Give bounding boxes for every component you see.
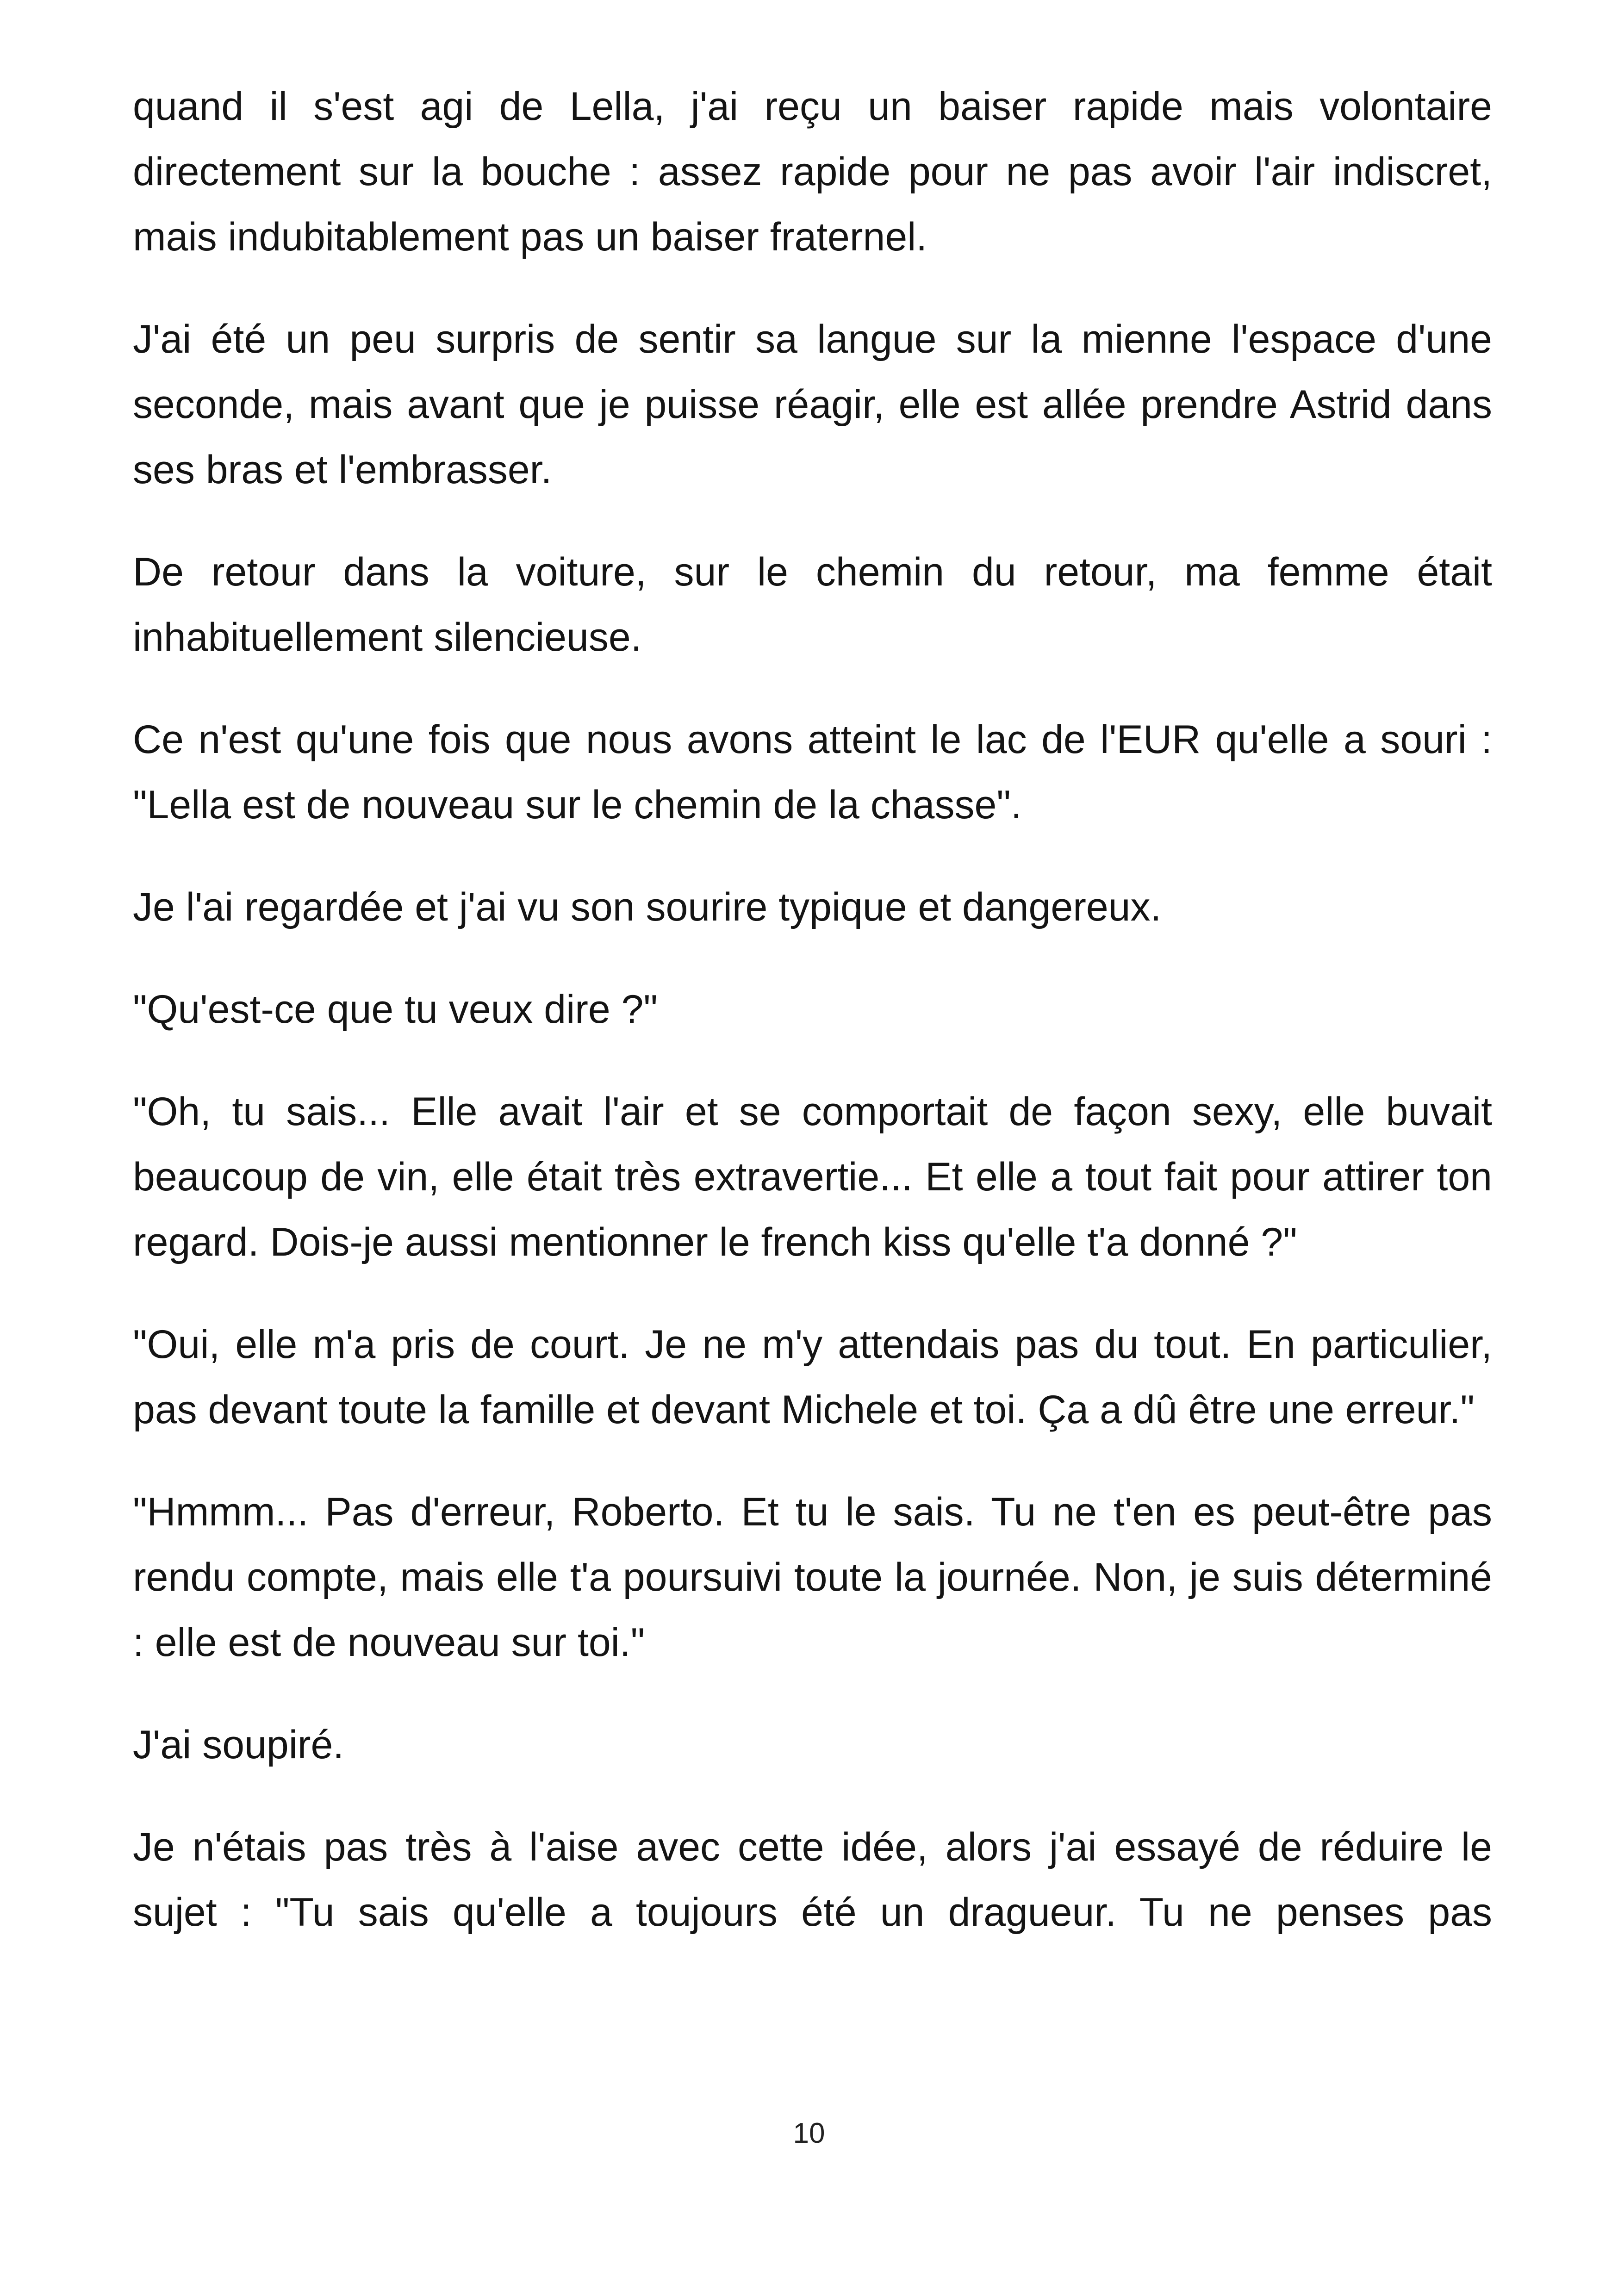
- body-text: [133, 74, 1492, 1982]
- page-number: 10: [793, 2117, 825, 2149]
- paragraph: "Oh, tu sais... Elle avait l'air et se comportait de façon sexy, elle buvait beaucoup de vin, elle était très extravertie... Et elle a tout fait pour attirer ton regard. Dois-je aussi mentionner le french kiss qu'elle t'a donné ?": [133, 1089, 1492, 1264]
- paragraph: De retour dans la voiture, sur le chemin du retour, ma femme était inhabituellement silencieuse.: [133, 550, 1492, 660]
- paragraph: "Qu'est-ce que tu veux dire ?": [133, 987, 658, 1032]
- paragraph: Ce n'est qu'une fois que nous avons atteint le lac de l'EUR qu'elle a souri : "Lella est de nouveau sur le chemin de la chasse".: [133, 717, 1492, 827]
- paragraph: quand il s'est agi de Lella, j'ai reçu un baiser rapide mais volontaire directement sur la bouche : assez rapide pour ne pas avoir l'air indiscret, mais indubitablement pas un baiser fraternel.: [133, 84, 1492, 259]
- paragraph: "Oui, elle m'a pris de court. Je ne m'y attendais pas du tout. En particulier, pas devant toute la famille et devant Michele et toi. Ça a dû être une erreur.": [133, 1322, 1492, 1432]
- paragraph: "Hmmm... Pas d'erreur, Roberto. Et tu le sais. Tu ne t'en es peut-être pas rendu compte, mais elle t'a poursuivi toute la journée. Non, je suis déterminé : elle est de nouveau sur toi.": [133, 1490, 1492, 1665]
- paragraph: Je l'ai regardée et j'ai vu son sourire typique et dangereux.: [133, 885, 1162, 929]
- paragraph: J'ai soupiré.: [133, 1723, 344, 1767]
- paragraph: Je n'étais pas très à l'aise avec cette idée, alors j'ai essayé de réduire le sujet : "Tu sais qu'elle a toujours été un dragueur. Tu ne penses pas: [133, 1825, 1492, 1935]
- paragraph: J'ai été un peu surpris de sentir sa langue sur la mienne l'espace d'une seconde, mais avant que je puisse réagir, elle est allée prendre Astrid dans ses bras et l'embrasser.: [133, 317, 1492, 492]
